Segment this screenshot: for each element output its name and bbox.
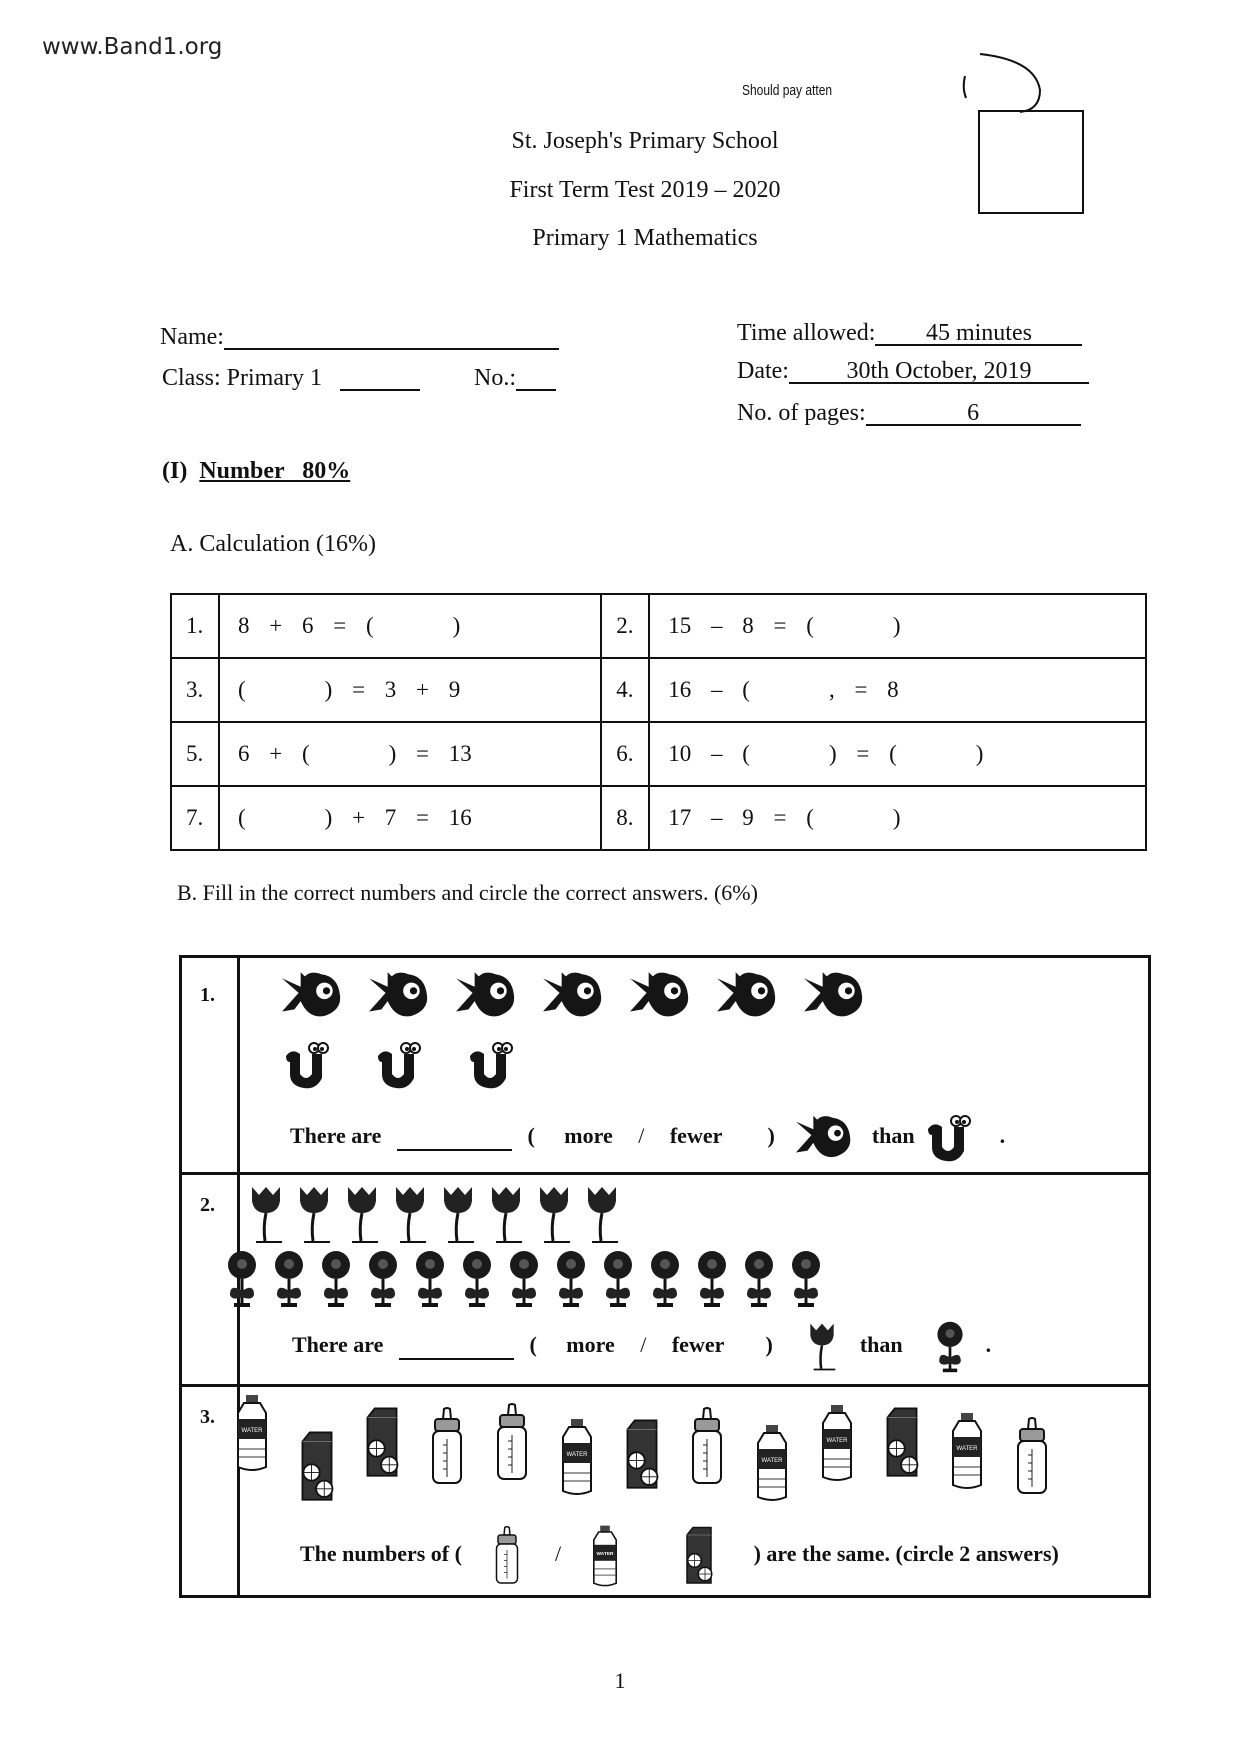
fish-icon [715,970,777,1022]
slash: / [554,1541,562,1567]
tulip-icon [342,1184,382,1246]
answer-blank[interactable] [397,1123,512,1151]
flower-icon [645,1248,685,1310]
slash: / [640,1332,647,1358]
tulip-icon [804,1322,840,1372]
question-number: 6. [601,722,649,786]
baby-bottle-icon [687,1404,727,1490]
flower-icon [410,1248,450,1310]
tulip-icon [486,1184,526,1246]
q3-sentence [300,1524,1059,1588]
sentence-text: There are [290,1123,382,1149]
section-A-heading: A. Calculation (16%) [170,531,376,557]
class-label: Class: Primary 1 [162,365,322,391]
question-1 [182,958,1148,1175]
question-number: 3. [171,658,219,722]
section-prefix: (I) [162,458,188,484]
question-number: 7. [171,786,219,850]
paren: ( [529,1332,537,1358]
slash: / [638,1123,645,1149]
class-number-field[interactable] [474,365,556,392]
flower-icon [932,1320,968,1374]
q1-sentence [290,1113,1005,1163]
calculation-row [171,658,1146,722]
calculation-expression[interactable]: 16 – ( , = 8 [649,658,1146,722]
choice-fewer[interactable]: fewer [669,1123,722,1149]
juice-carton-choice-icon[interactable] [682,1526,716,1586]
flower-icon [457,1248,497,1310]
juice-carton-icon [622,1412,662,1498]
pages-value: 6 [866,402,1081,426]
question-2 [182,1172,1148,1387]
date-label: Date: [737,358,789,384]
question-number: 4. [601,658,649,722]
question-number: 5. [171,722,219,786]
sentence-text: ) are the same. (circle 2 answers) [753,1541,1059,1567]
subject-title: Primary 1 Mathematics [532,225,758,251]
calculation-expression[interactable]: 15 – 8 = ( ) [649,594,1146,658]
water-bottle-icon [232,1390,272,1476]
water-bottle-icon [752,1420,792,1506]
water-bottle-icon [557,1414,597,1500]
fish-icon [280,970,342,1022]
calculation-row [171,786,1146,850]
tulip-icon [534,1184,574,1246]
worm-icon [466,1040,516,1090]
date [737,358,1089,385]
flower-icon [504,1248,544,1310]
time-allowed [737,320,1082,347]
name-field[interactable] [160,324,559,351]
water-bottle-choice-icon[interactable] [589,1524,621,1588]
flower-icon [692,1248,732,1310]
fish-icon [794,1113,852,1163]
pages-label: No. of pages: [737,400,866,426]
water-bottle-icon [947,1408,987,1494]
calculation-expression[interactable]: ( ) = 3 + 9 [219,658,601,722]
question-number: 1. [171,594,219,658]
question-number: 2. [200,1194,215,1216]
than-text: than [859,1332,903,1358]
question-number: 2. [601,594,649,658]
flower-icon [316,1248,356,1310]
calculation-expression[interactable]: 17 – 9 = ( ) [649,786,1146,850]
handwritten-note: Should pay atten [742,82,833,99]
answer-blank[interactable] [399,1332,514,1360]
tulip-icon [582,1184,622,1246]
choice-fewer[interactable]: fewer [671,1332,724,1358]
picture-questions-table [179,955,1151,1598]
flower-icon [269,1248,309,1310]
calculation-expression[interactable]: 6 + ( ) = 13 [219,722,601,786]
time-value: 45 minutes [875,322,1082,346]
no-label: No.: [474,365,516,391]
question-number: 8. [601,786,649,850]
flower-icon [363,1248,403,1310]
date-value: 30th October, 2019 [789,360,1089,384]
flower-icon [551,1248,591,1310]
tulip-icon [438,1184,478,1246]
water-bottle-icon [817,1400,857,1486]
fish-icon [454,970,516,1022]
baby-bottle-icon [427,1404,467,1490]
juice-carton-icon [882,1400,922,1486]
paren: ) [767,1123,775,1149]
baby-bottle-icon [1012,1414,1052,1500]
section-B-heading: B. Fill in the correct numbers and circle the correct answers. (6%) [177,880,758,905]
calculation-row [171,594,1146,658]
choice-more[interactable]: more [564,1123,613,1149]
page-count [737,400,1081,427]
baby-bottle-choice-icon[interactable] [491,1526,523,1586]
period: . [999,1123,1006,1149]
question-number: 1. [200,984,215,1006]
choice-more[interactable]: more [566,1332,615,1358]
q2-sentence [292,1320,991,1374]
fish-icon [541,970,603,1022]
juice-carton-icon [297,1424,337,1510]
worm-icon [374,1040,424,1090]
flower-icon [786,1248,826,1310]
test-title: First Term Test 2019 – 2020 [509,177,781,203]
watermark: www.Band1.org [42,34,223,60]
period: . [985,1332,992,1358]
page-number: 1 [614,1668,626,1693]
question-3 [182,1384,1148,1589]
than-text: than [871,1123,915,1149]
school-name: St. Joseph's Primary School [511,128,779,154]
sentence-text: There are [292,1332,384,1358]
paren: ( [527,1123,535,1149]
class-field[interactable] [162,365,420,392]
section-title: Number 80% [199,458,351,484]
fish-icon [802,970,864,1022]
flower-icon [598,1248,638,1310]
flower-icon [222,1248,262,1310]
tulip-icon [246,1184,286,1246]
calculation-expression[interactable]: ( ) + 7 = 16 [219,786,601,850]
paren: ) [765,1332,773,1358]
time-label: Time allowed: [737,320,876,346]
tulip-icon [390,1184,430,1246]
fish-icon [628,970,690,1022]
worm-icon [282,1040,332,1090]
tulip-icon [294,1184,334,1246]
sentence-text: The numbers of ( [300,1541,462,1567]
calculation-row [171,722,1146,786]
question-number: 3. [200,1406,215,1428]
calculation-table [170,593,1147,851]
worm-icon [924,1113,974,1163]
fish-icon [367,970,429,1022]
flower-icon [739,1248,779,1310]
section-I-heading [162,458,350,485]
baby-bottle-icon [492,1400,532,1486]
name-label: Name: [160,324,224,350]
calculation-expression[interactable]: 8 + 6 = ( ) [219,594,601,658]
juice-carton-icon [362,1400,402,1486]
calculation-expression[interactable]: 10 – ( ) = ( ) [649,722,1146,786]
